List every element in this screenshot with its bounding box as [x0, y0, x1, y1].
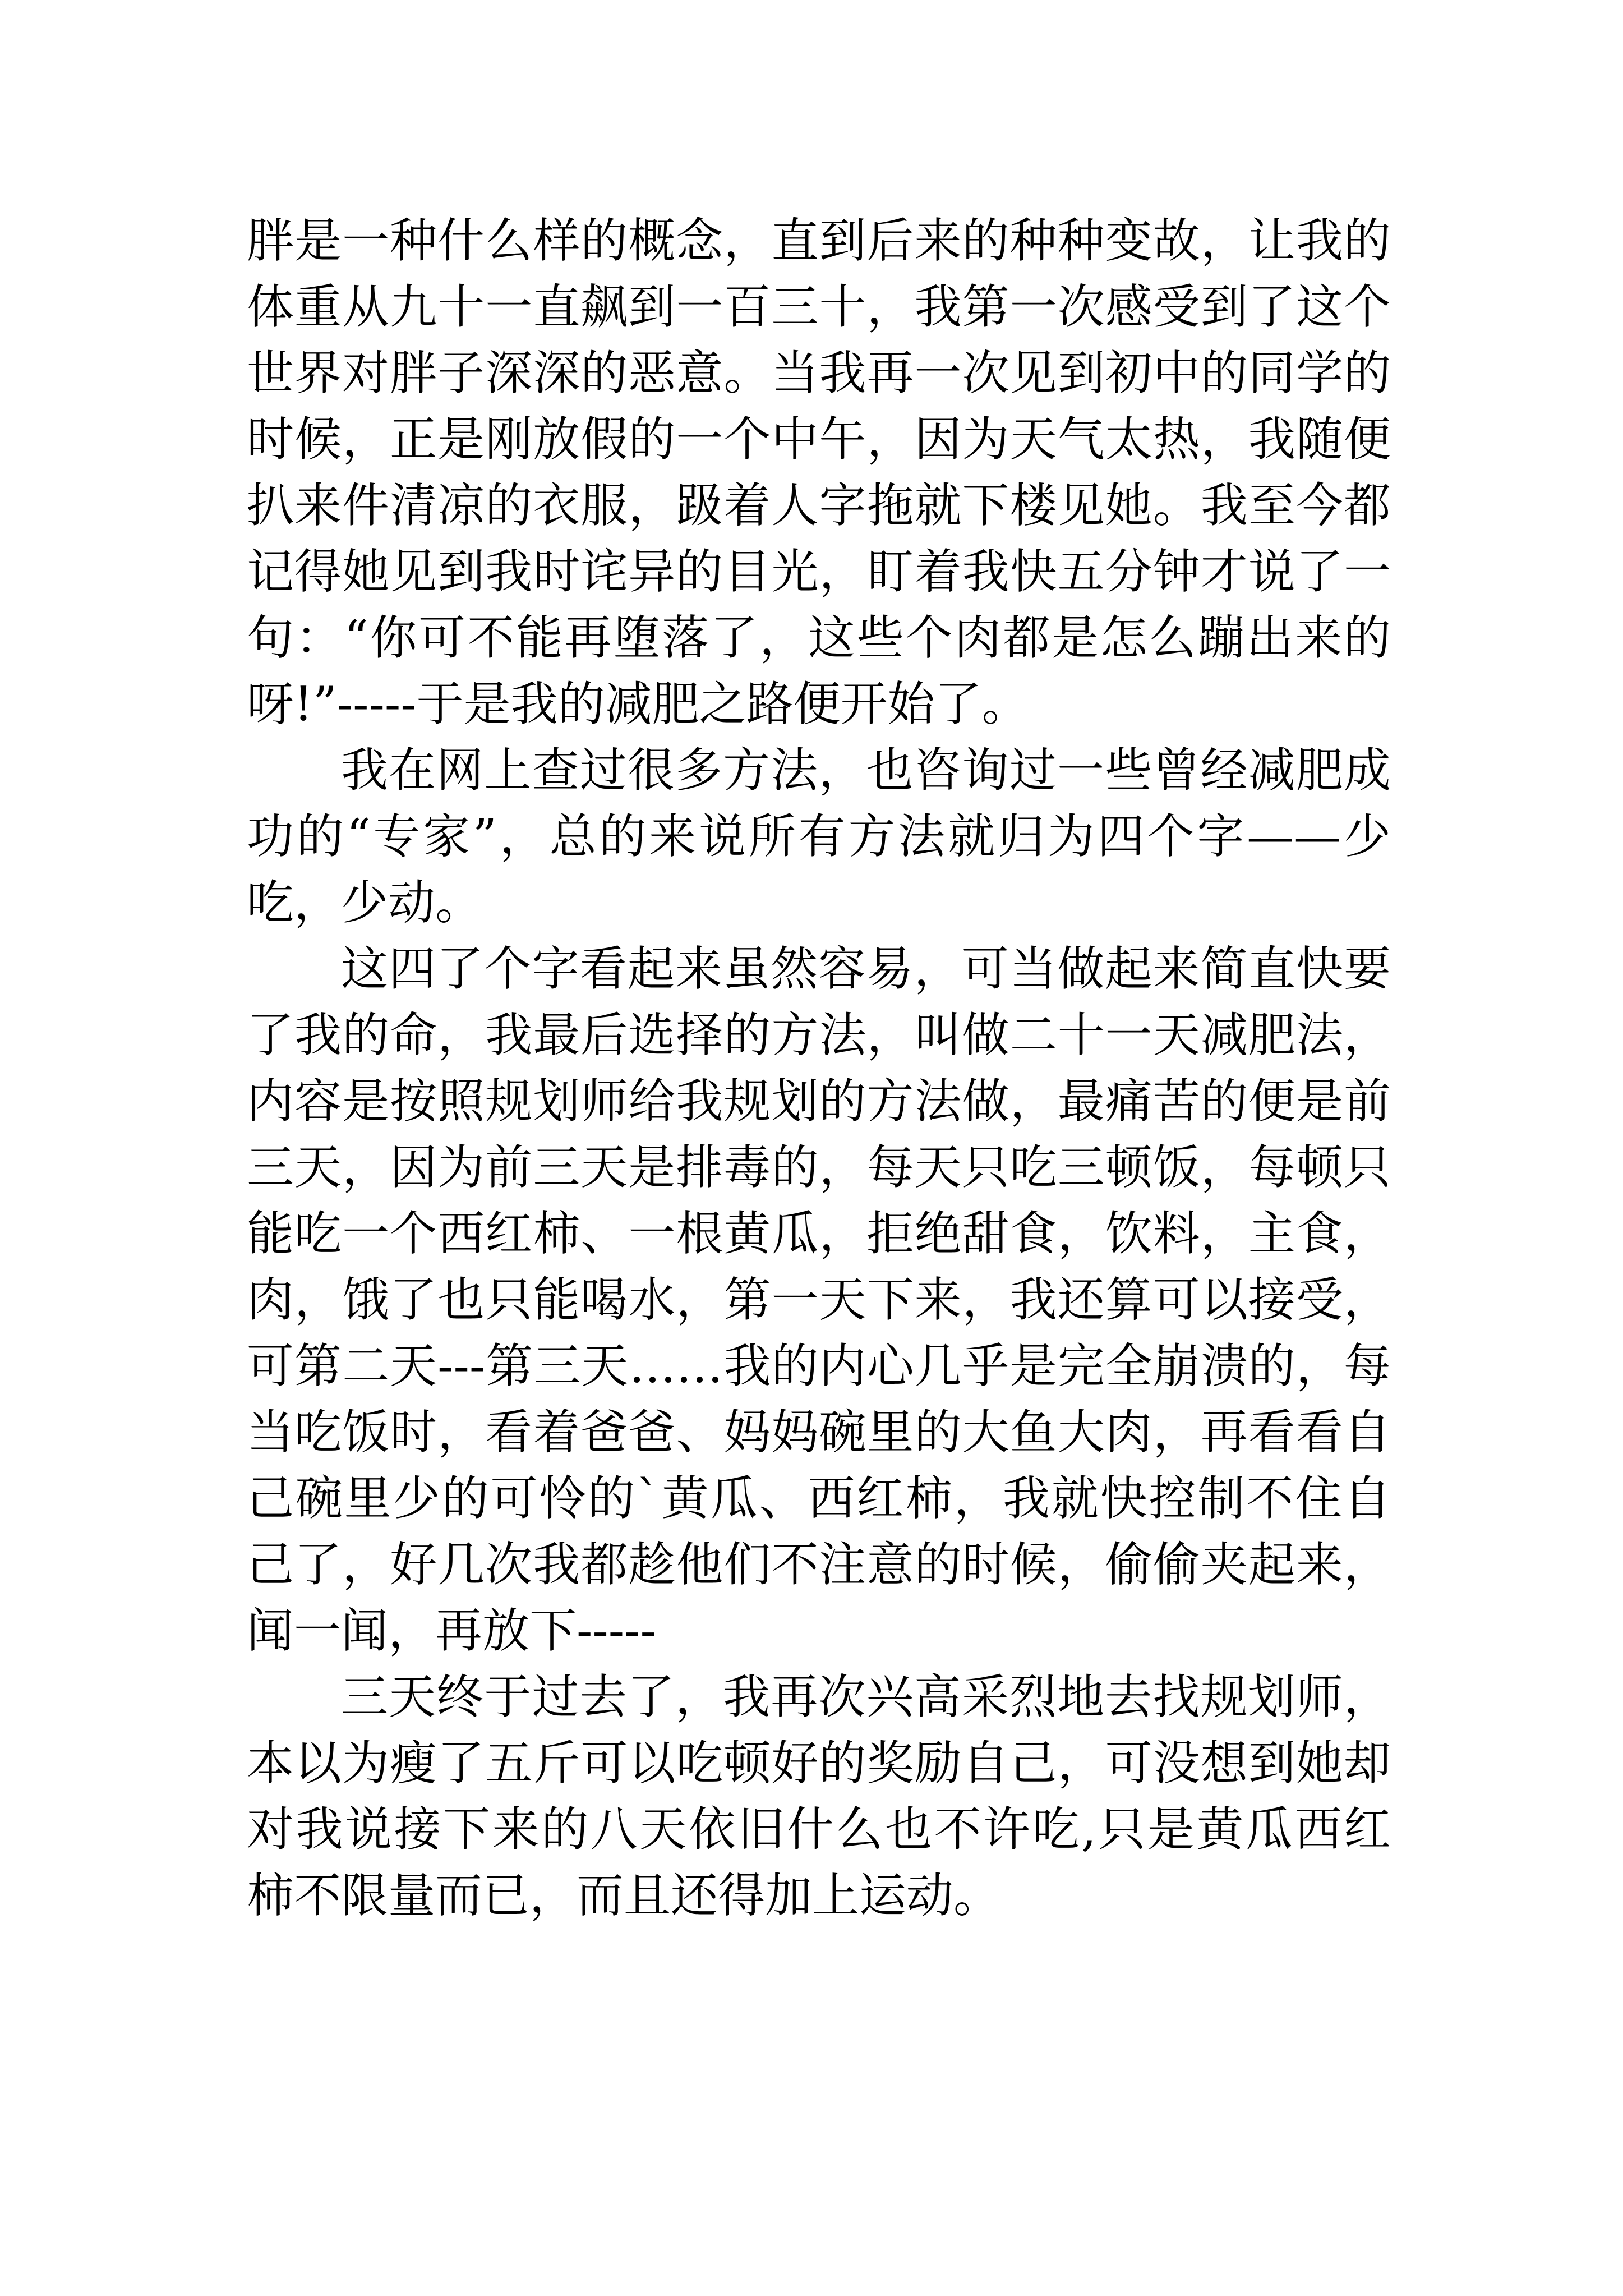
paragraph-3: 这四了个字看起来虽然容易，可当做起来简直快要了我的命，我最后选择的方法，叫做二十一天减肥法，内容是按照规划师给我规划的方法做，最痛苦的便是前三天，因为前三天是排毒的，每天只吃三顿饭，每顿只能吃一个西红柿、一根黄瓜，拒绝甜食，饮料，主食，肉，饿了也只能喝水，第一天下来，我还算可以接受，可第二天---第三天……我的内心几乎是完全崩溃的，每当吃饭时，看着爸爸、妈妈碗里的大鱼大肉，再看看自己碗里少的可怜的`黄瓜、西红柿，我就快控制不住自己了，好几次我都趁他们不注意的时候，偷偷夹起来，闻一闻，再放下-----: [247, 941, 1391, 1658]
document-body: [247, 208, 1391, 1929]
paragraph-1: 胖是一种什么样的概念，直到后来的种种变故，让我的体重从九十一直飙到一百三十，我第一次感受到了这个世界对胖子深深的恶意。当我再一次见到初中的同学的时候，正是刚放假的一个中午，因为天气太热，我随便扒来件清凉的衣服，趿着人字拖就下楼见她。我至今都记得她见到我时诧异的目光，盯着我快五分钟才说了一句：“你可不能再堕落了，这些个肉都是怎么蹦出来的呀!”-----于是我的减肥之路便开始了。: [247, 213, 1391, 731]
paragraph-4: 三天终于过去了，我再次兴高采烈地去找规划师，本以为瘦了五斤可以吃顿好的奖励自己，可没想到她却对我说接下来的八天依旧什么也不许吃,只是黄瓜西红柿不限量而已，而且还得加上运动。: [247, 1669, 1391, 1923]
paragraph-2: 我在网上查过很多方法，也咨询过一些曾经减肥成功的“专家”，总的来说所有方法就归为四个字——少吃，少动。: [247, 743, 1391, 930]
